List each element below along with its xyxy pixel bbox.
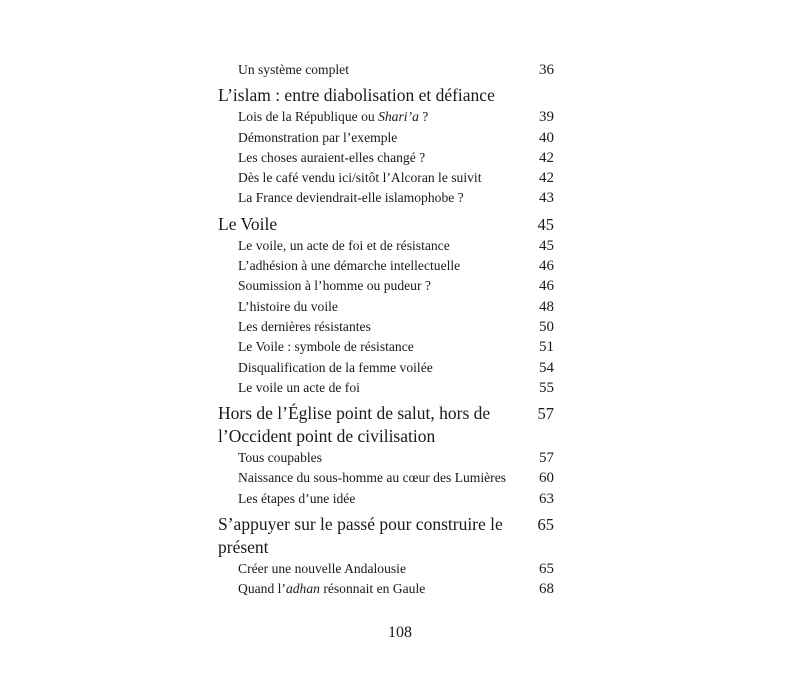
toc-entry-page: 60 [539, 470, 554, 487]
toc-entry-page: 50 [539, 318, 554, 335]
toc-entry-page: 43 [539, 190, 554, 207]
toc-entry-page: 68 [539, 581, 554, 598]
toc-entry [218, 188, 554, 208]
toc-section [218, 513, 554, 600]
page-number: 108 [388, 624, 412, 641]
toc-entry-page: 48 [539, 298, 554, 315]
toc-section [218, 402, 554, 509]
toc-entry-title: Quand l’adhan résonnait en Gaule [238, 581, 426, 597]
toc-entry [218, 579, 554, 599]
toc-section-page: 65 [537, 515, 554, 535]
toc-entry-title: L’adhésion à une démarche intellectuelle [238, 258, 461, 274]
toc-entry-page: 36 [539, 62, 554, 78]
toc-section-heading [218, 513, 554, 559]
toc-entry [218, 358, 554, 378]
toc-section-title: L’islam : entre diabolisation et défiance [218, 85, 495, 106]
toc-entry [218, 60, 554, 80]
toc-entry [218, 378, 554, 398]
toc-entry-title: L’histoire du voile [238, 298, 338, 314]
toc-entry-title: Les étapes d’une idée [238, 490, 356, 506]
toc-section-page: 57 [537, 404, 554, 424]
toc-entry [218, 148, 554, 168]
toc-entry-title: Un système complet [238, 62, 349, 77]
toc-entry-page: 55 [539, 379, 554, 396]
toc-entry-title: Démonstration par l’exemple [238, 129, 398, 145]
toc-entry-title: Soumission à l’homme ou pudeur ? [238, 278, 431, 294]
toc-entry-page: 63 [539, 490, 554, 507]
toc-entry [218, 236, 554, 256]
toc-entry-title: Le Voile : symbole de résistance [238, 339, 414, 355]
toc-section-heading [218, 84, 554, 107]
toc-section [218, 84, 554, 208]
toc-entry-title: Naissance du sous-homme au cœur des Lumières [238, 470, 507, 486]
toc-entry-page: 54 [539, 359, 554, 376]
toc-entry-title: Lois de la République ou Shari’a ? [238, 109, 429, 125]
toc-entry-page: 65 [539, 561, 554, 578]
toc-section-heading [218, 213, 554, 236]
toc-entry [218, 297, 554, 317]
toc-entry-page: 42 [539, 170, 554, 187]
toc-entry-title: Tous coupables [238, 450, 322, 466]
toc-entry [218, 448, 554, 468]
toc-entry-page: 46 [539, 278, 554, 295]
toc-entry-title: Le voile, un acte de foi et de résistance [238, 237, 450, 253]
toc-entry [218, 317, 554, 337]
toc-section-title: Hors de l’Église point de salut, hors de l’Occident point de civilisation [218, 403, 491, 447]
toc-section-title: S’appuyer sur le passé pour construire le présent [218, 514, 503, 558]
toc-entry [218, 489, 554, 509]
toc-entry-title: Les dernières résistantes [238, 318, 371, 334]
toc-entry-title: Dès le café vendu ici/sitôt l’Alcoran le suivit [238, 170, 482, 186]
toc-section-title: Le Voile [218, 213, 278, 234]
toc-entry-title: Les choses auraient-elles changé ? [238, 149, 426, 165]
toc-entry [218, 559, 554, 579]
toc-entry-page: 45 [539, 237, 554, 254]
toc-entry [218, 468, 554, 488]
toc-entry-page: 46 [539, 258, 554, 275]
toc-section-page: 45 [537, 214, 554, 234]
toc-section [218, 213, 554, 398]
toc-entry [218, 276, 554, 296]
table-of-contents [218, 60, 554, 600]
toc-entry-title: Le voile un acte de foi [238, 379, 360, 395]
toc-entry-page: 42 [539, 149, 554, 166]
toc-entry [218, 337, 554, 357]
toc-entry-page: 57 [539, 450, 554, 467]
toc-section-heading [218, 402, 554, 448]
toc-entry-page: 40 [539, 129, 554, 146]
toc-entry [218, 128, 554, 148]
toc-entry-page: 51 [539, 339, 554, 356]
toc-entry-title: Disqualification de la femme voilée [238, 359, 433, 375]
toc-entry-title: La France deviendrait-elle islamophobe ? [238, 190, 464, 206]
toc-entry-title: Créer une nouvelle Andalousie [238, 561, 406, 577]
toc-entry [218, 168, 554, 188]
toc-entry-page: 39 [539, 109, 554, 126]
toc-entry [218, 256, 554, 276]
toc-entry [218, 107, 554, 127]
